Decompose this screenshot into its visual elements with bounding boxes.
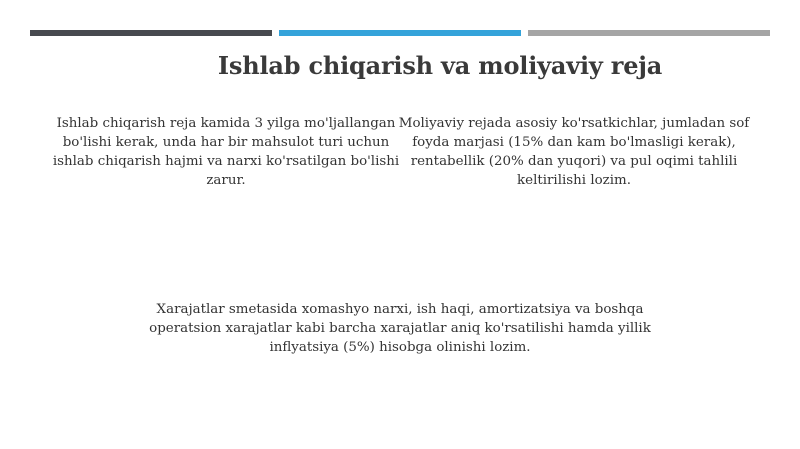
cost-estimate-text: Xarajatlar smetasida xomashyo narxi, ish haqi, amortizatsiya va boshqa operatsion xarajatlar kabi barcha xarajatlar aniq ko'rsatilishi hamda yillik inflyatsiya (5%) hisobga olinishi lozim. bbox=[149, 302, 651, 355]
slide-title: Ishlab chiqarish va moliyaviy reja bbox=[217, 51, 663, 80]
accent-bar-blue bbox=[279, 30, 521, 36]
production-plan-text: Ishlab chiqarish reja kamida 3 yilga mo'ljallangan bo'lishi kerak, unda har bir mahsulot turi uchun ishlab chiqarish hajmi va narxi ko'rsatilgan bo'lishi zarur. bbox=[52, 116, 400, 188]
financial-plan-text: Moliyaviy rejada asosiy ko'rsatkichlar, jumladan sof foyda marjasi (15% dan kam bo'lmasligi kerak), rentabellik (20% dan yuqori) va pul oqimi tahlili keltirilishi lozim. bbox=[398, 116, 750, 188]
accent-bar-dark bbox=[30, 30, 272, 36]
accent-bar-gray bbox=[528, 30, 770, 36]
